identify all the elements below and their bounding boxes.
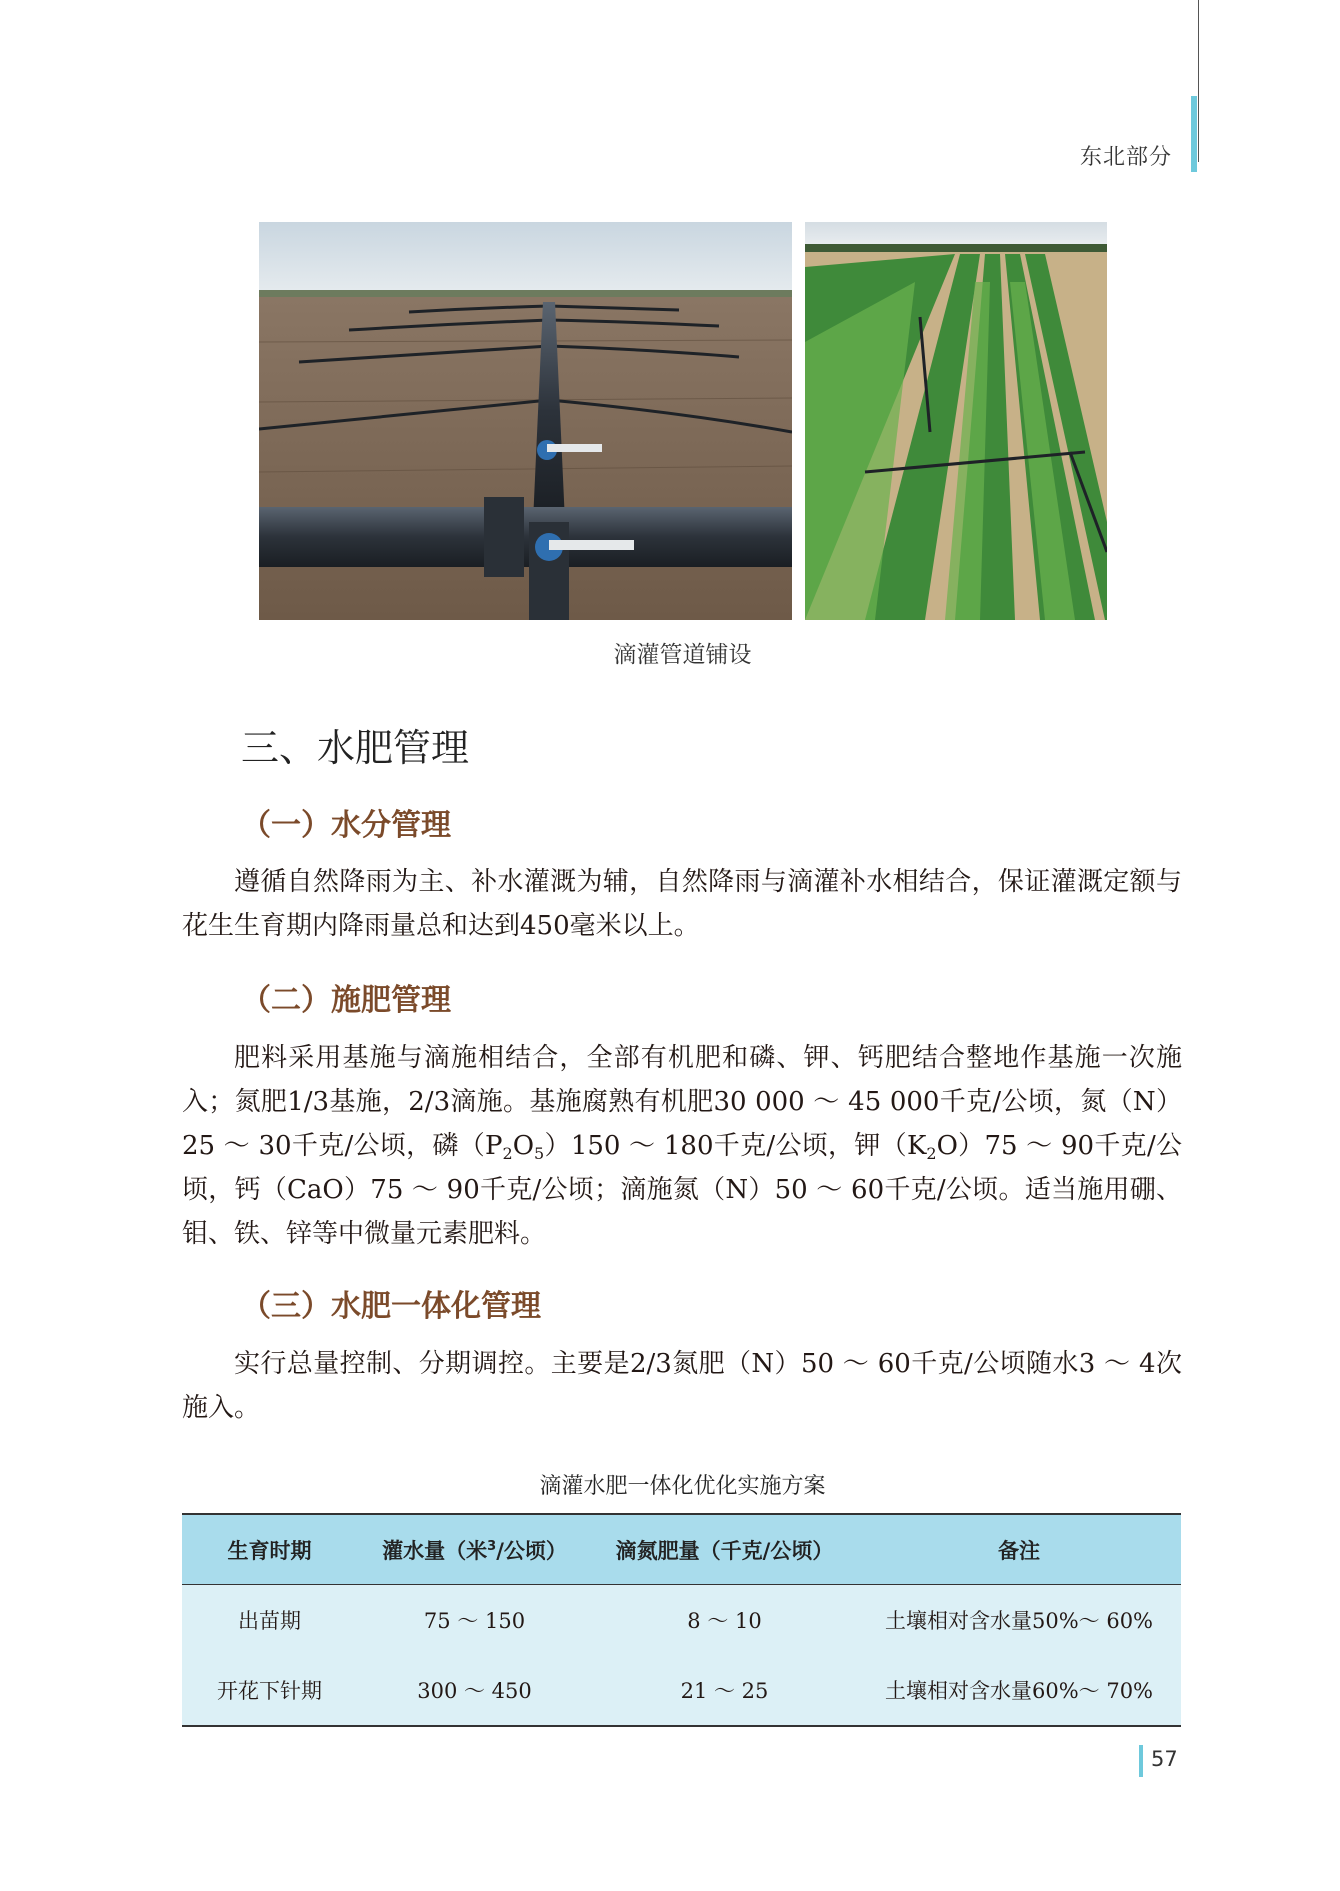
header-water: 灌水量（米$^3$/公顷） bbox=[357, 1514, 592, 1585]
section-tag-bar bbox=[1191, 96, 1197, 172]
section-tag: 东北部分 bbox=[1080, 145, 1173, 170]
paragraph-fertigation bbox=[182, 1342, 1182, 1430]
header-note: 备注 bbox=[857, 1514, 1181, 1585]
photo-peanut-field-drip bbox=[805, 222, 1107, 620]
paragraph-fertilizer-management bbox=[182, 1036, 1182, 1256]
subsection-title-fertigation: （三）水肥一体化管理 bbox=[241, 1289, 541, 1324]
header-period: 生育时期 bbox=[182, 1514, 357, 1585]
cell-note: 土壤相对含水量60%～ 70% bbox=[857, 1655, 1181, 1726]
figure-caption: 滴灌管道铺设 bbox=[613, 642, 752, 668]
cell-note: 土壤相对含水量50%～ 60% bbox=[857, 1585, 1181, 1656]
section-title: 三、水肥管理 bbox=[241, 726, 470, 770]
paragraph-text: 遵循自然降雨为主、补水灌溉为辅，自然降雨与滴灌补水相结合，保证灌溉定额与花生生育期内降雨量总和达到450毫米以上。 bbox=[182, 867, 1182, 941]
header-rule bbox=[1198, 0, 1199, 162]
page-number: 57 bbox=[1151, 1747, 1178, 1771]
table-title: 滴灌水肥一体化优化实施方案 bbox=[539, 1474, 826, 1499]
cell-period: 开花下针期 bbox=[182, 1655, 357, 1726]
photo-drip-pipes-field bbox=[259, 222, 792, 620]
subsection-title-water: （一）水分管理 bbox=[241, 808, 451, 843]
cell-nitrogen: 21 ～ 25 bbox=[592, 1655, 857, 1726]
page-number-bar bbox=[1139, 1745, 1143, 1777]
header-nitrogen: 滴氮肥量（千克/公顷） bbox=[592, 1514, 857, 1585]
paragraph-text: 肥料采用基施与滴施相结合，全部有机肥和磷、钾、钙肥结合整地作基施一次施入；氮肥1/3基施，2/3滴施。基施腐熟有机肥30 000 ～ 45 000千克/公顷，氮（N）25 ～ 30千克/公顷，磷$(P_2O_5)150$ ～ 180千克/公顷，钾$(K_2O)75$ ～ 90千克/公顷，钙（CaO）75 ～ 90千克/公顷；滴施氮（N）50 ～ 60千克/公顷。适当施用硼、钼、铁、锌等中微量元素肥料。 bbox=[182, 1043, 1183, 1249]
subsection-title-fertilizer: （二）施肥管理 bbox=[241, 983, 451, 1018]
paragraph-text: 实行总量控制、分期调控。主要是2/3氮肥（N）50 ～ 60千克/公顷随水3 ～ 4次施入。 bbox=[182, 1349, 1182, 1423]
table-row bbox=[182, 1655, 1181, 1726]
cell-period: 出苗期 bbox=[182, 1585, 357, 1656]
cell-water: 75 ～ 150 bbox=[357, 1585, 592, 1656]
table-row bbox=[182, 1585, 1181, 1656]
cell-nitrogen: 8 ～ 10 bbox=[592, 1585, 857, 1656]
table-header-row bbox=[182, 1514, 1181, 1585]
fertigation-table bbox=[182, 1513, 1181, 1727]
paragraph-water-management bbox=[182, 860, 1182, 948]
cell-water: 300 ～ 450 bbox=[357, 1655, 592, 1726]
